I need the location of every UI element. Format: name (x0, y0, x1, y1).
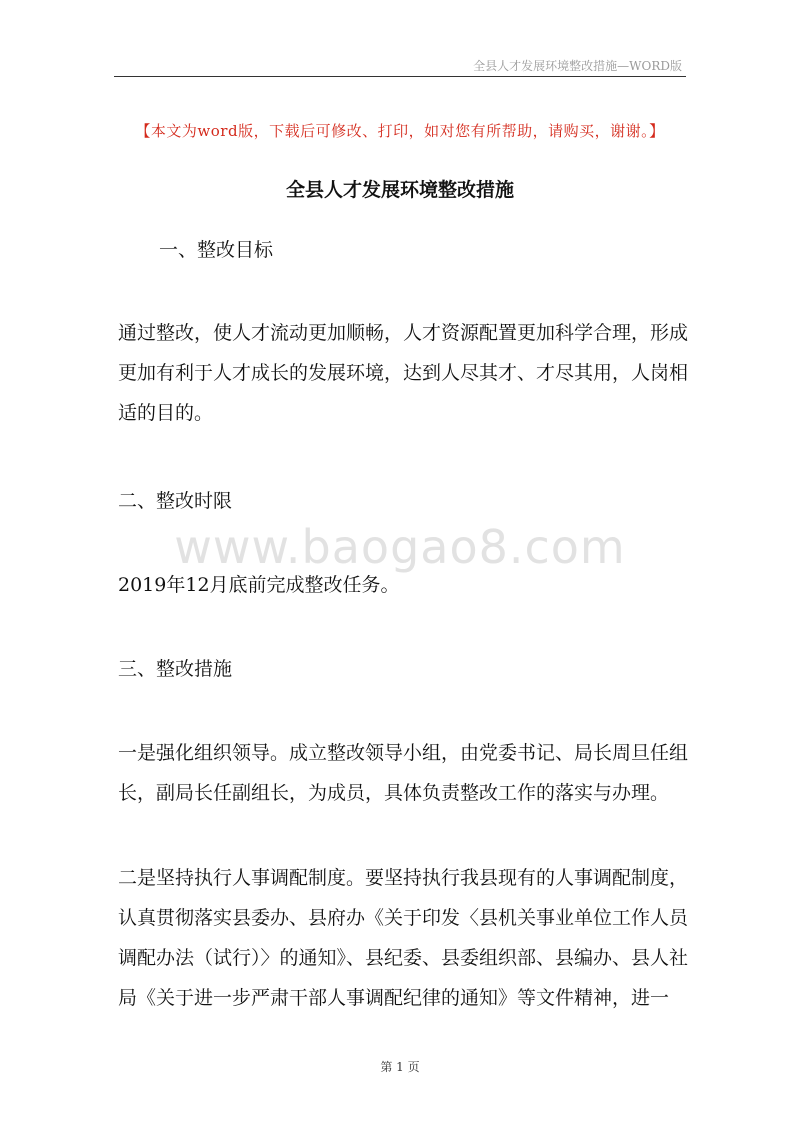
section-heading-deadline: 二、整改时限 (118, 490, 233, 512)
document-title: 全县人才发展环境整改措施 (285, 179, 514, 201)
page-number: 第 1 页 (380, 1060, 420, 1074)
watermark-text: www.baogao8.com (174, 520, 626, 574)
measure-paragraph-2: 二是坚持执行人事调配制度。要坚持执行我县现有的人事调配制度，认真贯彻落实县委办、县府办《关于印发〈县机关事业单位工作人员调配办法（试行）〉的通知》、县纪委、县委组织部、县编办、县人社局《关于进一步严肃干部人事调配纪律的通知》等文件精神，进一 (118, 867, 689, 1009)
section-paragraph-goal: 通过整改，使人才流动更加顺畅，人才资源配置更加科学合理，形成更加有利于人才成长的发展环境，达到人尽其才、才尽其用，人岗相适的目的。 (118, 322, 689, 424)
section-paragraph-deadline: 2019年12月底前完成整改任务。 (118, 574, 400, 596)
measure-paragraph-1: 一是强化组织领导。成立整改领导小组，由党委书记、局长周旦任组长，副局长任副组长，为成员，具体负责整改工作的落实与办理。 (118, 742, 689, 804)
header-divider (114, 76, 686, 77)
download-notice: 【本文为word版，下载后可修改、打印，如对您有所帮助，请购买，谢谢。】 (135, 122, 665, 140)
section-heading-measures: 三、整改措施 (118, 658, 233, 680)
section-heading-goal: 一、整改目标 (159, 239, 274, 261)
running-header: 全县人才发展环境整改措施—WORD版 (473, 59, 682, 73)
